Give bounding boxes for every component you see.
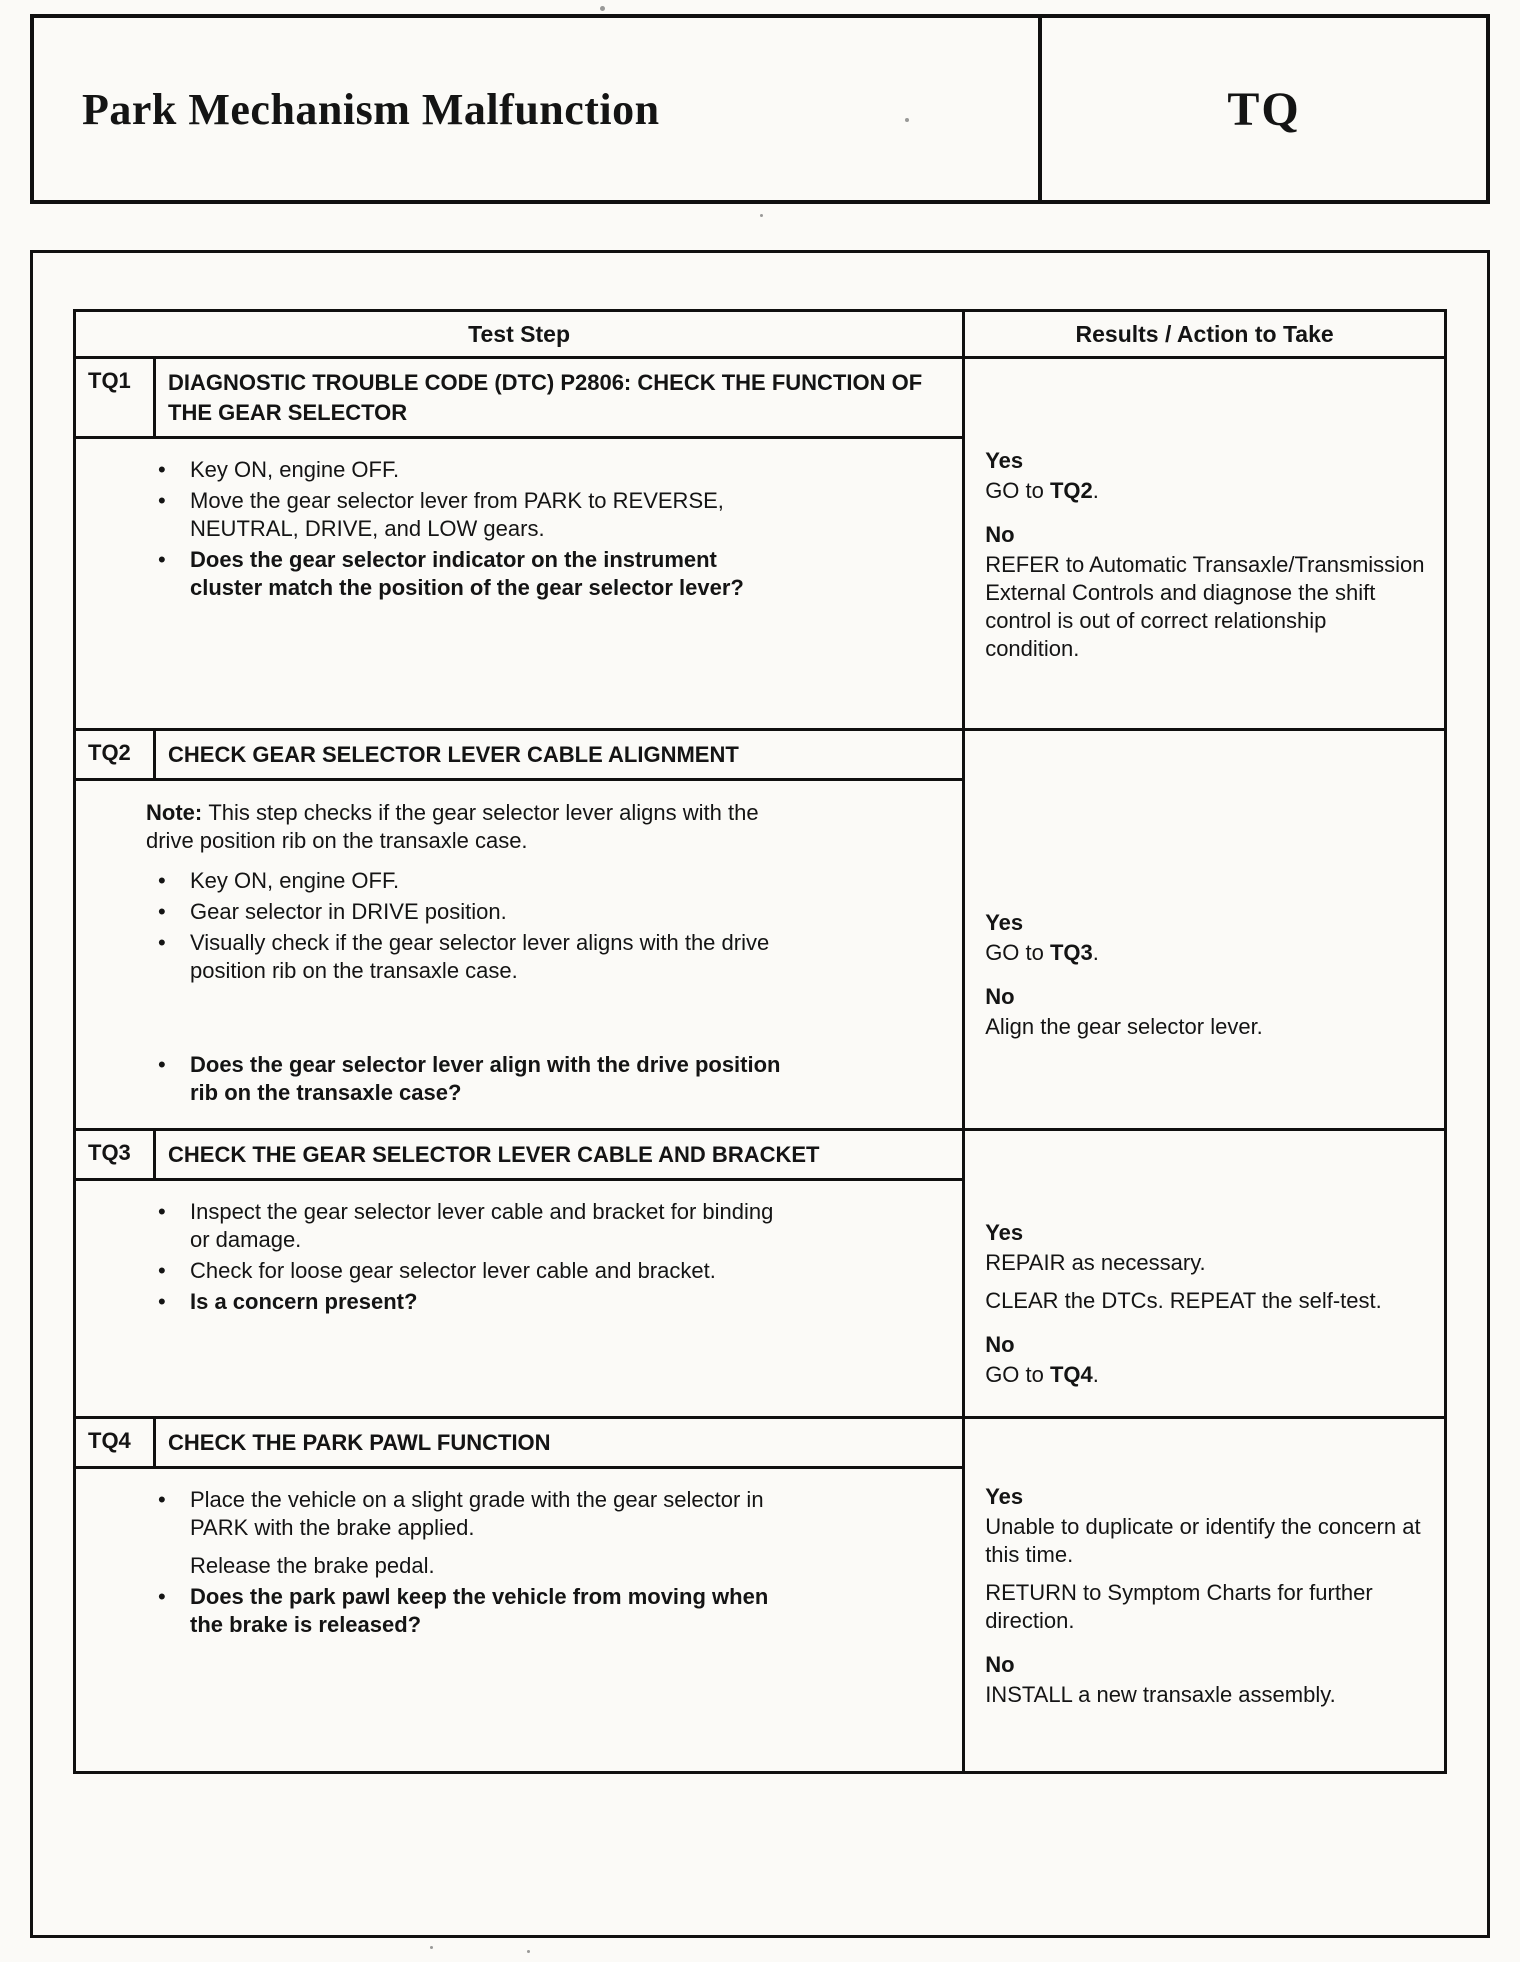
instruction-bullet <box>146 898 782 926</box>
result-text: CLEAR the DTCs. REPEAT the self-test. <box>985 1288 1382 1313</box>
results-cell <box>965 1131 1444 1416</box>
result-text: Align the gear selector lever. <box>985 1014 1263 1039</box>
test-row-tq4 <box>76 1419 1444 1771</box>
bullet-icon: • <box>158 1199 166 1224</box>
instruction-text: Place the vehicle on a slight grade with the gear selector in PARK with the brake applied. <box>190 1487 764 1540</box>
step-id: TQ3 <box>76 1131 156 1178</box>
scan-speck <box>430 1946 433 1949</box>
instruction-text: Move the gear selector lever from PARK to REVERSE, NEUTRAL, DRIVE, and LOW gears. <box>190 488 724 541</box>
pinpoint-test-table <box>73 309 1447 1774</box>
instruction-bullet <box>146 1051 782 1107</box>
table-rows <box>76 359 1444 1771</box>
table-header-row <box>76 312 1444 359</box>
result-text: RETURN to Symptom Charts for further direction. <box>985 1580 1373 1633</box>
scan-speck <box>600 6 605 11</box>
document-header-code-cell <box>1038 18 1486 200</box>
step-title-band <box>76 1131 962 1181</box>
result-text: GO to TQ3. <box>985 940 1099 965</box>
result-text: GO to TQ2. <box>985 478 1099 503</box>
bullet-icon: • <box>158 930 166 955</box>
bullet-icon: • <box>158 457 166 482</box>
document-header <box>30 14 1490 204</box>
column-header-test-step: Test Step <box>76 312 965 356</box>
content-box <box>30 250 1490 1938</box>
bullet-icon: • <box>158 868 166 893</box>
bullet-icon: • <box>158 1487 166 1512</box>
scan-speck <box>905 118 909 122</box>
instruction-text: Visually check if the gear selector lever aligns with the drive position rib on the transaxle case. <box>190 930 770 983</box>
results-cell <box>965 359 1444 728</box>
step-instructions <box>76 781 962 1128</box>
result-label: No <box>985 522 1015 547</box>
instruction-bullet <box>146 487 782 543</box>
instruction-bullet <box>146 1198 782 1254</box>
instruction-text: Does the gear selector indicator on the instrument cluster match the position of the gear selector lever? <box>190 547 744 600</box>
test-row-tq1 <box>76 359 1444 731</box>
test-step-cell <box>76 359 965 728</box>
instruction-text: Check for loose gear selector lever cable and bracket. <box>190 1258 716 1283</box>
step-title-band <box>76 359 962 439</box>
note-line: Note: This step checks if the gear selector lever aligns with the drive position rib on the transaxle case. <box>146 800 759 853</box>
instruction-bullet <box>146 929 782 985</box>
step-instructions <box>76 439 962 728</box>
column-header-results: Results / Action to Take <box>1075 321 1334 347</box>
instruction-bullet <box>146 1583 782 1639</box>
results-cell <box>965 1419 1444 1771</box>
instruction-bullet <box>146 456 782 484</box>
step-title-band <box>76 1419 962 1469</box>
test-step-cell <box>76 1419 965 1771</box>
instruction-text: Is a concern present? <box>190 1289 418 1314</box>
result-text: Unable to duplicate or identify the concern at this time. <box>985 1514 1421 1567</box>
instruction-text: Inspect the gear selector lever cable and bracket for binding or damage. <box>190 1199 774 1252</box>
test-step-cell <box>76 731 965 1128</box>
instruction-text: Key ON, engine OFF. <box>190 457 400 482</box>
bullet-icon: • <box>158 488 166 513</box>
result-text: GO to TQ4. <box>985 1362 1099 1387</box>
page-title: Park Mechanism Malfunction <box>82 84 660 134</box>
instruction-text: Does the gear selector lever align with the drive position rib on the transaxle case? <box>190 1052 781 1105</box>
instruction-bullet <box>146 1257 782 1285</box>
spacer <box>146 988 782 1048</box>
test-row-tq3 <box>76 1131 1444 1419</box>
instruction-bullet <box>146 1486 782 1542</box>
test-row-tq2 <box>76 731 1444 1131</box>
step-title-band <box>76 731 962 781</box>
instruction-text: Key ON, engine OFF. <box>190 868 400 893</box>
bullet-icon: • <box>158 547 166 572</box>
scan-speck <box>760 214 763 217</box>
instruction-bullet <box>146 1288 782 1316</box>
result-label: Yes <box>985 1220 1024 1245</box>
bullet-icon: • <box>158 1584 166 1609</box>
result-text: REPAIR as necessary. <box>985 1250 1206 1275</box>
results-cell <box>965 731 1444 1128</box>
page-code: TQ <box>1227 82 1301 136</box>
bullet-icon: • <box>158 899 166 924</box>
scan-speck <box>527 1950 530 1953</box>
instruction-text: Does the park pawl keep the vehicle from moving when the brake is released? <box>190 1584 769 1637</box>
step-instructions <box>76 1181 962 1416</box>
step-title: CHECK GEAR SELECTOR LEVER CABLE ALIGNMENT <box>168 742 739 767</box>
result-label: No <box>985 1652 1015 1677</box>
step-instructions <box>76 1469 962 1771</box>
result-label: Yes <box>985 910 1024 935</box>
result-text: REFER to Automatic Transaxle/Transmission External Controls and diagnose the shift control is out of correct relationship condition. <box>985 552 1425 661</box>
instruction-bullet <box>146 546 782 602</box>
bullet-icon: • <box>158 1258 166 1283</box>
test-step-cell <box>76 1131 965 1416</box>
instruction-text: Gear selector in DRIVE position. <box>190 899 507 924</box>
step-title: CHECK THE GEAR SELECTOR LEVER CABLE AND BRACKET <box>168 1142 820 1167</box>
instruction-bullet <box>146 867 782 895</box>
result-label: Yes <box>985 448 1024 473</box>
instruction-line: Release the brake pedal. <box>190 1553 435 1578</box>
result-label: Yes <box>985 1484 1024 1509</box>
result-text: INSTALL a new transaxle assembly. <box>985 1682 1336 1707</box>
step-id: TQ1 <box>76 359 156 436</box>
bullet-icon: • <box>158 1289 166 1314</box>
bullet-icon: • <box>158 1052 166 1077</box>
step-title: DIAGNOSTIC TROUBLE CODE (DTC) P2806: CHECK THE FUNCTION OF THE GEAR SELECTOR <box>168 370 923 425</box>
result-label: No <box>985 1332 1015 1357</box>
step-id: TQ4 <box>76 1419 156 1466</box>
step-id: TQ2 <box>76 731 156 778</box>
step-title: CHECK THE PARK PAWL FUNCTION <box>168 1430 551 1455</box>
document-header-title-cell <box>34 18 1038 200</box>
result-label: No <box>985 984 1015 1009</box>
